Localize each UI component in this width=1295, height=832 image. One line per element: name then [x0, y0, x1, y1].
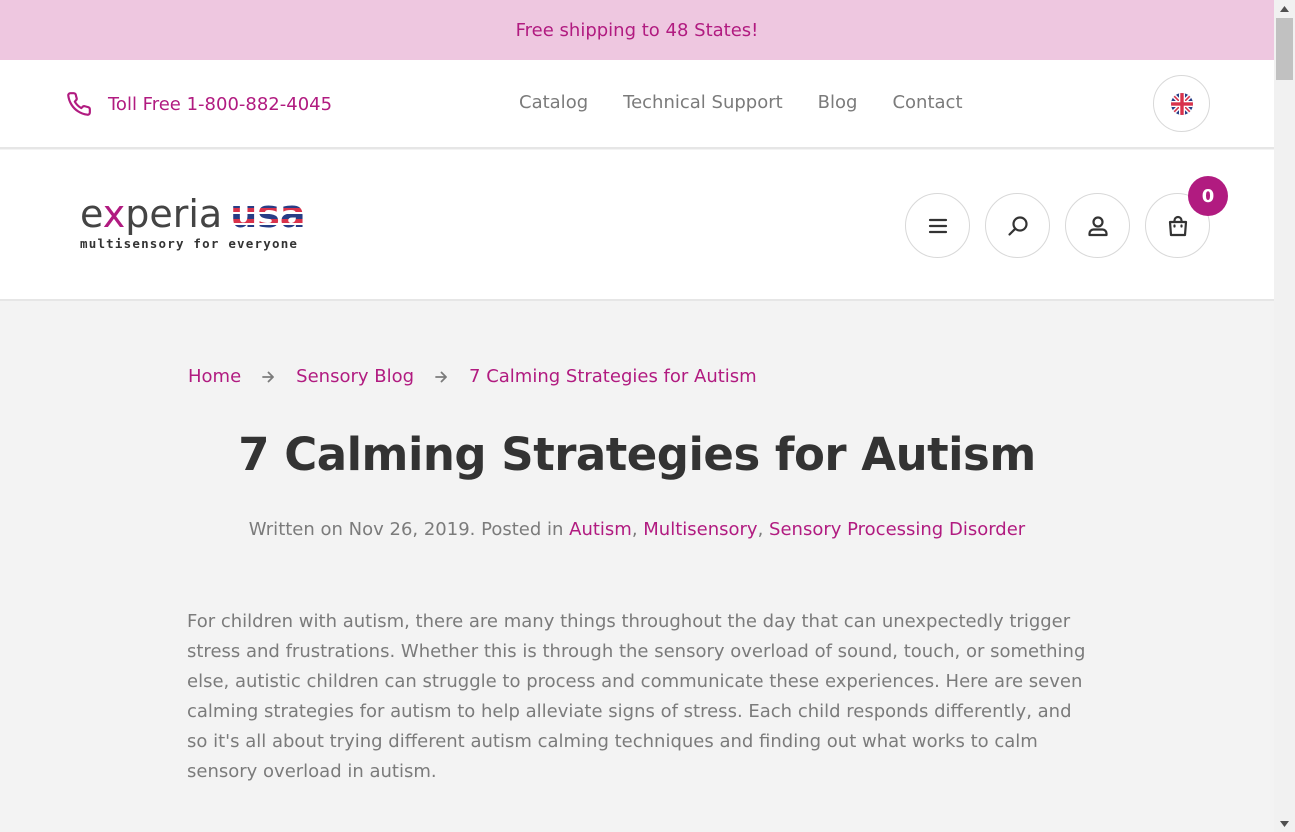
main-header	[0, 150, 1274, 301]
search-button[interactable]	[985, 193, 1050, 258]
scroll-up-arrow-icon[interactable]	[1274, 0, 1295, 17]
arrow-right-icon	[261, 370, 275, 384]
phone-link[interactable]	[66, 91, 332, 117]
language-selector[interactable]	[1153, 75, 1210, 132]
breadcrumb-current: 7 Calming Strategies for Autism	[469, 366, 757, 387]
arrow-right-icon	[434, 370, 448, 384]
menu-button[interactable]	[905, 193, 970, 258]
uk-flag-icon	[1170, 92, 1194, 116]
shopping-bag-icon	[1166, 214, 1190, 238]
phone-number[interactable]: Toll Free 1-800-882-4045	[108, 93, 333, 115]
account-button[interactable]	[1065, 193, 1130, 258]
search-icon	[1006, 214, 1030, 238]
nav-technical-support[interactable]: Technical Support	[623, 92, 783, 113]
phone-icon	[66, 91, 92, 117]
top-navigation	[519, 92, 998, 113]
user-icon	[1086, 214, 1110, 238]
article-title: 7 Calming Strategies for Autism	[238, 428, 1036, 481]
article-meta: Written on Nov 26, 2019. Posted in Autism, Multisensory, Sensory Processing Disorder	[248, 519, 1026, 540]
category-autism[interactable]: Autism	[569, 519, 632, 540]
category-multisensory[interactable]: Multisensory	[643, 519, 758, 540]
promo-text: Free shipping to 48 States!	[515, 19, 759, 41]
nav-contact[interactable]: Contact	[892, 92, 963, 113]
hamburger-menu-icon	[926, 214, 950, 238]
cart-count-badge[interactable]: 0	[1188, 176, 1228, 216]
logo-tagline: multisensory for everyone	[80, 236, 299, 251]
breadcrumb	[188, 366, 757, 387]
breadcrumb-home[interactable]: Home	[188, 366, 242, 387]
logo-usa: usa	[230, 192, 306, 236]
article-intro: For children with autism, there are many things throughout the day that can unexpectedly trigger stress and frustrations. Whether this is through the sensory overload of sound, touch, or something else, autistic children can struggle to process and communicate these experiences. Here are seven calming strategies for autism to help alleviate signs of stress. Each child responds differently, and so it's all about trying different autism calming techniques and finding out what works to calm sensory overload in autism.	[187, 611, 1086, 782]
meta-prefix: Written on Nov 26, 2019. Posted in	[248, 519, 570, 540]
breadcrumb-sensory-blog[interactable]: Sensory Blog	[296, 366, 415, 387]
site-logo[interactable]	[80, 192, 320, 262]
category-sensory-processing-disorder[interactable]: Sensory Processing Disorder	[769, 519, 1026, 540]
scrollbar[interactable]	[1274, 0, 1295, 832]
nav-catalog[interactable]: Catalog	[519, 92, 589, 113]
scrollbar-thumb[interactable]	[1276, 18, 1293, 80]
promo-banner	[0, 0, 1274, 60]
nav-blog[interactable]: Blog	[817, 92, 858, 113]
scroll-down-arrow-icon[interactable]	[1274, 815, 1295, 832]
top-bar	[0, 60, 1274, 149]
logo-wordmark: experia usa	[80, 192, 306, 236]
